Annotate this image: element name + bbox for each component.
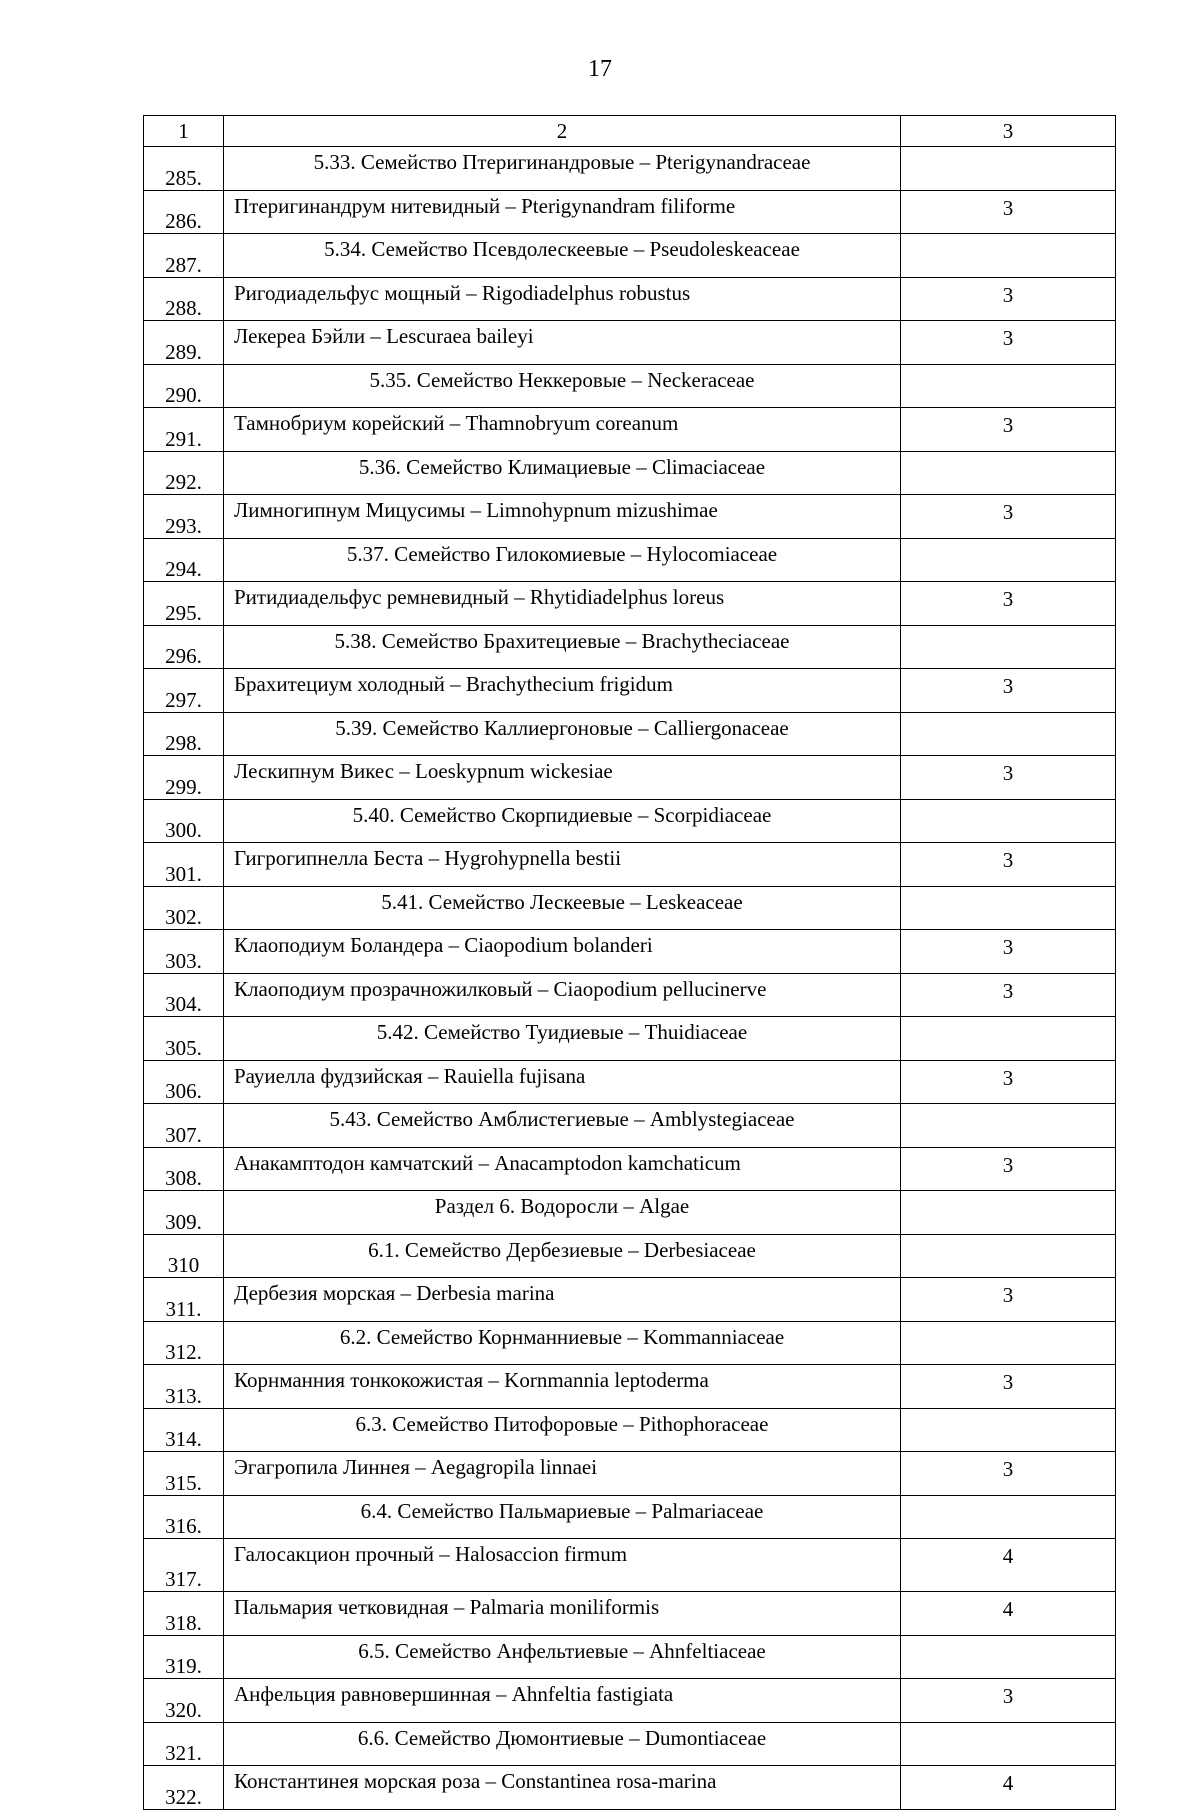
category-value: 3 (901, 669, 1116, 713)
row-number: 295. (144, 582, 224, 626)
row-number: 304. (144, 973, 224, 1017)
category-value (901, 364, 1116, 408)
category-value: 4 (901, 1766, 1116, 1810)
species-name: Тамнобриум корейский – Thamnobryum coreanum (224, 408, 901, 452)
category-value (901, 451, 1116, 495)
category-value (901, 1191, 1116, 1235)
row-number: 288. (144, 277, 224, 321)
species-name: Гигрогипнелла Беста – Hygrohypnella bestii (224, 843, 901, 887)
species-row (144, 1592, 1116, 1636)
category-value (901, 1321, 1116, 1365)
row-number: 311. (144, 1278, 224, 1322)
row-number: 290. (144, 364, 224, 408)
species-row (144, 190, 1116, 234)
species-name: Константинея морская роза – Constantinea rosa-marina (224, 1766, 901, 1810)
family-name: 5.35. Семейство Неккеровые – Neckeraceae (224, 364, 901, 408)
family-name: 5.34. Семейство Псевдолескеевые – Pseudoleskeaceae (224, 234, 901, 278)
species-name: Пальмария четковидная – Palmaria moniliformis (224, 1592, 901, 1636)
family-name: 5.37. Семейство Гилокомиевые – Hylocomiaceae (224, 538, 901, 582)
row-number: 319. (144, 1635, 224, 1679)
family-name: 6.5. Семейство Анфельтиевые – Ahnfeltiaceae (224, 1635, 901, 1679)
row-number: 302. (144, 886, 224, 930)
family-name: 5.41. Семейство Лескеевые – Leskeaceae (224, 886, 901, 930)
category-value (901, 1104, 1116, 1148)
category-value (901, 712, 1116, 756)
family-row (144, 625, 1116, 669)
family-row (144, 1191, 1116, 1235)
category-value: 3 (901, 756, 1116, 800)
category-value (901, 234, 1116, 278)
family-name: 6.1. Семейство Дербезиевые – Derbesiaceae (224, 1234, 901, 1278)
row-number: 314. (144, 1408, 224, 1452)
category-value: 3 (901, 973, 1116, 1017)
row-number: 313. (144, 1365, 224, 1409)
species-row (144, 408, 1116, 452)
category-value: 3 (901, 495, 1116, 539)
row-number: 285. (144, 147, 224, 191)
category-value: 3 (901, 277, 1116, 321)
header-col-1: 1 (144, 116, 224, 147)
species-name: Брахитециум холодный – Brachythecium frigidum (224, 669, 901, 713)
category-value (901, 1408, 1116, 1452)
species-row (144, 1766, 1116, 1810)
row-number: 300. (144, 799, 224, 843)
header-col-2: 2 (224, 116, 901, 147)
family-row (144, 1722, 1116, 1766)
family-name: 6.2. Семейство Корнманниевые – Kommanniaceae (224, 1321, 901, 1365)
species-row (144, 1452, 1116, 1496)
species-name: Корнманния тонкокожистая – Kornmannia leptoderma (224, 1365, 901, 1409)
species-name: Эгагропила Линнея – Aegagropila linnaei (224, 1452, 901, 1496)
row-number: 306. (144, 1060, 224, 1104)
species-row (144, 582, 1116, 626)
header-col-3: 3 (901, 116, 1116, 147)
row-number: 291. (144, 408, 224, 452)
row-number: 292. (144, 451, 224, 495)
category-value: 3 (901, 930, 1116, 974)
category-value: 3 (901, 321, 1116, 365)
category-value: 3 (901, 190, 1116, 234)
family-name: 5.38. Семейство Брахитециевые – Brachytheciaceae (224, 625, 901, 669)
family-row (144, 234, 1116, 278)
species-row (144, 930, 1116, 974)
category-value: 3 (901, 1147, 1116, 1191)
family-row (144, 1104, 1116, 1148)
row-number: 305. (144, 1017, 224, 1061)
species-name: Ригодиадельфус мощный – Rigodiadelphus robustus (224, 277, 901, 321)
species-name: Клаоподиум прозрачножилковый – Ciaopodium pellucinerve (224, 973, 901, 1017)
page-number: 17 (588, 56, 612, 82)
family-row (144, 364, 1116, 408)
category-value (901, 886, 1116, 930)
category-value (901, 538, 1116, 582)
row-number: 308. (144, 1147, 224, 1191)
category-value: 3 (901, 1365, 1116, 1409)
row-number: 307. (144, 1104, 224, 1148)
table-header-row (144, 116, 1116, 147)
species-row (144, 669, 1116, 713)
category-value (901, 1495, 1116, 1539)
species-name: Клаоподиум Боландера – Ciaopodium bolanderi (224, 930, 901, 974)
species-row (144, 277, 1116, 321)
row-number: 296. (144, 625, 224, 669)
row-number: 310 (144, 1234, 224, 1278)
species-row (144, 973, 1116, 1017)
category-value: 4 (901, 1539, 1116, 1592)
table-body (144, 116, 1116, 1810)
row-number: 294. (144, 538, 224, 582)
category-value: 3 (901, 843, 1116, 887)
family-name: 5.42. Семейство Туидиевые – Thuidiaceae (224, 1017, 901, 1061)
category-value (901, 1234, 1116, 1278)
species-name: Лекереа Бэйли – Lescuraea baileyi (224, 321, 901, 365)
category-value (901, 147, 1116, 191)
category-value: 3 (901, 1679, 1116, 1723)
category-value: 3 (901, 582, 1116, 626)
row-number: 297. (144, 669, 224, 713)
category-value: 3 (901, 408, 1116, 452)
family-row (144, 886, 1116, 930)
family-name: 5.39. Семейство Каллиергоновые – Calliergonaceae (224, 712, 901, 756)
family-row (144, 799, 1116, 843)
row-number: 287. (144, 234, 224, 278)
species-name: Галосакцион прочный – Halosaccion firmum (224, 1539, 901, 1592)
row-number: 289. (144, 321, 224, 365)
row-number: 317. (144, 1539, 224, 1592)
species-name: Ритидиадельфус ремневидный – Rhytidiadelphus loreus (224, 582, 901, 626)
row-number: 299. (144, 756, 224, 800)
row-number: 315. (144, 1452, 224, 1496)
family-row (144, 147, 1116, 191)
row-number: 293. (144, 495, 224, 539)
family-name: 6.4. Семейство Пальмариевые – Palmariaceae (224, 1495, 901, 1539)
family-row (144, 1321, 1116, 1365)
category-value: 3 (901, 1278, 1116, 1322)
species-row (144, 843, 1116, 887)
category-value (901, 1017, 1116, 1061)
family-name: Раздел 6. Водоросли – Algae (224, 1191, 901, 1235)
family-name: 5.43. Семейство Амблистегиевые – Amblystegiaceae (224, 1104, 901, 1148)
species-name: Анфельция равновершинная – Ahnfeltia fastigiata (224, 1679, 901, 1723)
species-row (144, 1278, 1116, 1322)
family-row (144, 451, 1116, 495)
species-row (144, 1539, 1116, 1592)
row-number: 286. (144, 190, 224, 234)
category-value (901, 1635, 1116, 1679)
family-name: 5.36. Семейство Климациевые – Climaciaceae (224, 451, 901, 495)
species-name: Лимногипнум Мицусимы – Limnohypnum mizushimae (224, 495, 901, 539)
row-number: 320. (144, 1679, 224, 1723)
category-value (901, 799, 1116, 843)
category-value: 3 (901, 1452, 1116, 1496)
family-name: 5.40. Семейство Скорпидиевые – Scorpidiaceae (224, 799, 901, 843)
row-number: 301. (144, 843, 224, 887)
species-row (144, 321, 1116, 365)
species-name: Рауиелла фудзийская – Rauiella fujisana (224, 1060, 901, 1104)
family-row (144, 1408, 1116, 1452)
family-row (144, 1635, 1116, 1679)
row-number: 312. (144, 1321, 224, 1365)
row-number: 322. (144, 1766, 224, 1810)
species-row (144, 1365, 1116, 1409)
species-row (144, 756, 1116, 800)
family-row (144, 538, 1116, 582)
species-row (144, 495, 1116, 539)
family-row (144, 1495, 1116, 1539)
row-number: 303. (144, 930, 224, 974)
row-number: 316. (144, 1495, 224, 1539)
family-row (144, 1017, 1116, 1061)
species-name: Птеригинандрум нитевидный – Pterigynandram filiforme (224, 190, 901, 234)
species-name: Анакамптодон камчатский – Anacamptodon kamchaticum (224, 1147, 901, 1191)
species-row (144, 1679, 1116, 1723)
species-name: Дербезия морская – Derbesia marina (224, 1278, 901, 1322)
row-number: 321. (144, 1722, 224, 1766)
species-row (144, 1060, 1116, 1104)
category-value: 3 (901, 1060, 1116, 1104)
family-name: 5.33. Семейство Птеригинандровые – Pterigynandraceae (224, 147, 901, 191)
category-value (901, 1722, 1116, 1766)
row-number: 298. (144, 712, 224, 756)
species-table (143, 115, 1116, 1810)
family-row (144, 1234, 1116, 1278)
row-number: 309. (144, 1191, 224, 1235)
category-value: 4 (901, 1592, 1116, 1636)
category-value (901, 625, 1116, 669)
family-name: 6.3. Семейство Питофоровые – Pithophoraceae (224, 1408, 901, 1452)
family-row (144, 712, 1116, 756)
species-name: Лескипнум Викес – Loeskypnum wickesiae (224, 756, 901, 800)
species-row (144, 1147, 1116, 1191)
family-name: 6.6. Семейство Дюмонтиевые – Dumontiaceae (224, 1722, 901, 1766)
row-number: 318. (144, 1592, 224, 1636)
